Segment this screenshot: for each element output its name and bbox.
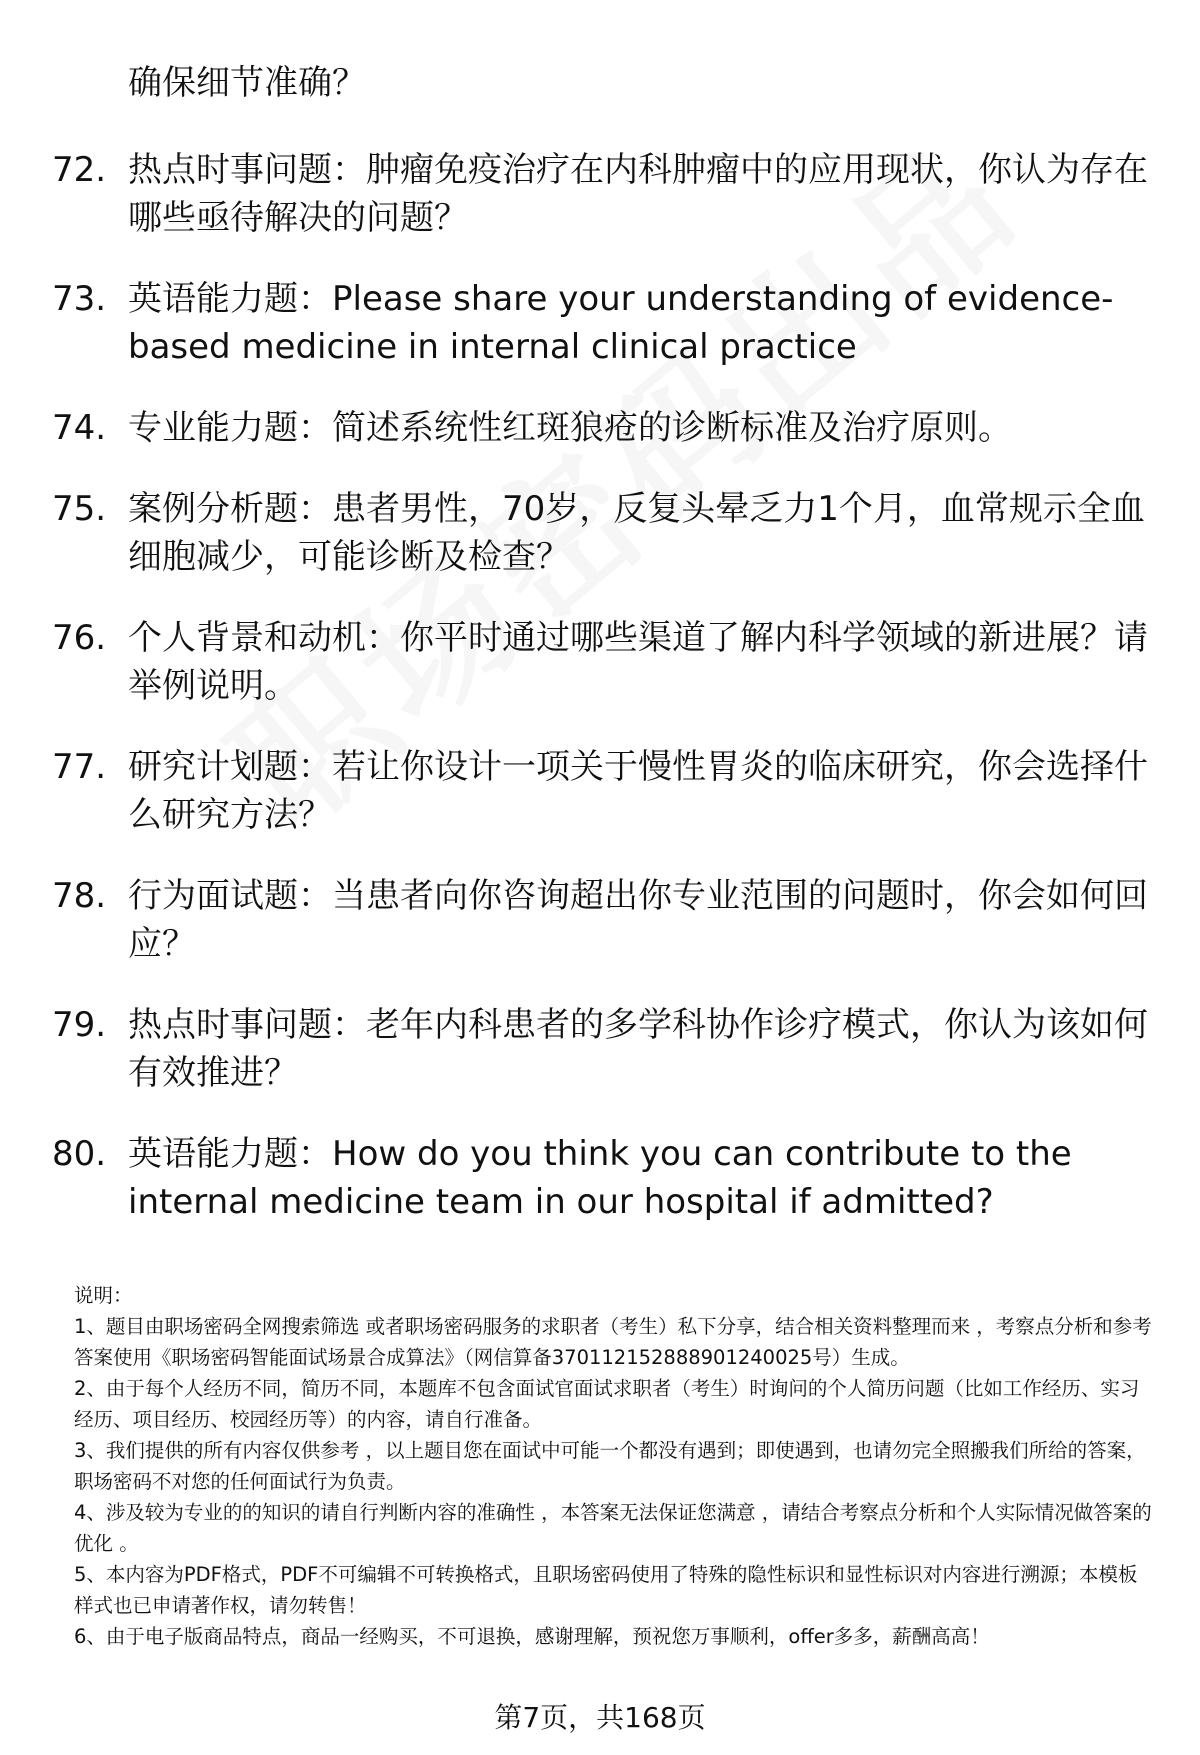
question-number: 73. xyxy=(52,279,107,319)
question-text: 研究计划题：若让你设计一项关于慢性胃炎的临床研究，你会选择什么研究方法？ xyxy=(128,747,1148,835)
notes-section xyxy=(74,1280,1154,1652)
question-item xyxy=(52,275,1152,371)
question-item xyxy=(52,872,1152,968)
note-item: 4、涉及较为专业的的知识的请自行判断内容的准确性 ，本答案无法保证您满意 ，请结合考察点分析和个人实际情况做答案的优化 。 xyxy=(74,1501,1152,1555)
question-number: 75. xyxy=(52,489,107,529)
question-number: 80. xyxy=(52,1134,107,1174)
question-71-continuation: 确保细节准确？ xyxy=(128,63,366,103)
question-number: 78. xyxy=(52,876,107,916)
question-text: 案例分析题：患者男性，70岁，反复头晕乏力1个月，血常规示全血细胞减少，可能诊断及检查？ xyxy=(128,489,1145,577)
question-item xyxy=(52,614,1152,710)
question-number: 72. xyxy=(52,150,107,190)
question-item xyxy=(52,146,1152,242)
question-number: 79. xyxy=(52,1005,107,1045)
question-number: 76. xyxy=(52,618,107,658)
question-text: 热点时事问题：老年内科患者的多学科协作诊疗模式，你认为该如何有效推进？ xyxy=(128,1005,1148,1093)
note-item: 2、由于每个人经历不同，简历不同，本题库不包含面试官面试求职者（考生）时询问的个人简历问题（比如工作经历、实习经历、项目经历、校园经历等）的内容，请自行准备。 xyxy=(74,1377,1140,1431)
page-number: 第7页，共168页 xyxy=(494,1701,706,1734)
question-text: 英语能力题：How do you think you can contribute to the internal medicine team in our hospital if admitted? xyxy=(128,1134,1072,1222)
question-text: 热点时事问题：肿瘤免疫治疗在内科肿瘤中的应用现状，你认为存在哪些亟待解决的问题？ xyxy=(128,150,1148,238)
question-text: 英语能力题：Please share your understanding of evidence-based medicine in internal clinical practice xyxy=(128,279,1114,367)
question-item xyxy=(52,743,1152,839)
question-text: 专业能力题：简述系统性红斑狼疮的诊断标准及治疗原则。 xyxy=(128,408,1012,448)
note-item: 6、由于电子版商品特点，商品一经购买，不可退换，感谢理解，预祝您万事顺利，offer多多，薪酬高高！ xyxy=(74,1625,990,1648)
note-item: 5、本内容为PDF格式，PDF不可编辑不可转换格式，且职场密码使用了特殊的隐性标识和显性标识对内容进行溯源；本模板样式也已申请著作权，请勿转售！ xyxy=(74,1563,1138,1617)
note-item: 3、我们提供的所有内容仅供参考 ，以上题目您在面试中可能一个都没有遇到；即使遇到，也请勿完全照搬我们所给的答案，职场密码不对您的任何面试行为负责。 xyxy=(74,1439,1146,1493)
question-item xyxy=(52,1001,1152,1097)
question-item xyxy=(52,404,1152,452)
question-text: 个人背景和动机：你平时通过哪些渠道了解内科学领域的新进展？请举例说明。 xyxy=(128,618,1148,706)
question-list xyxy=(52,146,1152,1259)
question-item xyxy=(52,485,1152,581)
question-number: 74. xyxy=(52,408,107,448)
notes-heading: 说明： xyxy=(74,1284,133,1307)
question-text: 行为面试题：当患者向你咨询超出你专业范围的问题时，你会如何回应？ xyxy=(128,876,1148,964)
question-item xyxy=(52,1130,1152,1226)
question-number: 77. xyxy=(52,747,107,787)
note-item: 1、题目由职场密码全网搜索筛选 或者职场密码服务的求职者（考生）私下分享，结合相关资料整理而来 ，考察点分析和参考答案使用《职场密码智能面试场景合成算法》（网信算备370112152888901240025号）生成。 xyxy=(74,1315,1152,1369)
